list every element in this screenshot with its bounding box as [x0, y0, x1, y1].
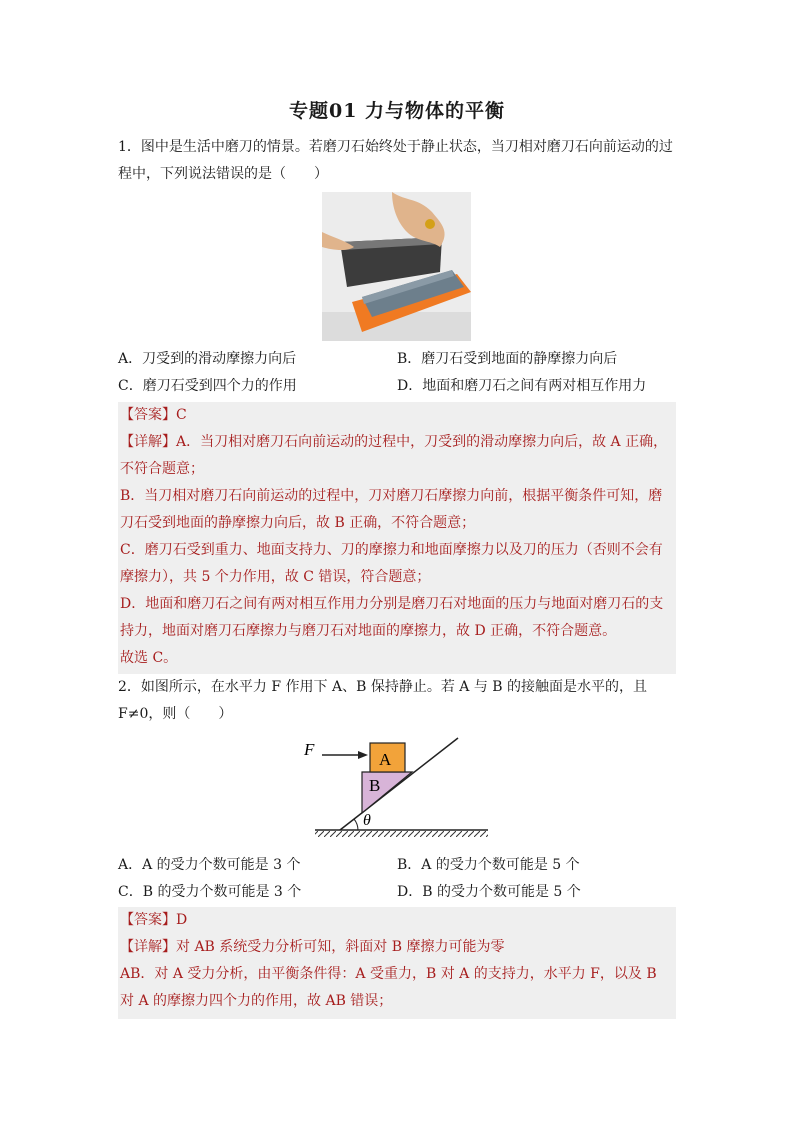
question-2-option-a[interactable]: A．A 的受力个数可能是 3 个 — [118, 857, 301, 873]
block-b-label: B — [369, 776, 381, 795]
question-2-explanation-1: 【详解】对 AB 系统受力分析可知，斜面对 B 摩擦力可能为零 — [120, 939, 505, 955]
question-1-stem: 1．图中是生活中磨刀的情景。若磨刀石始终处于静止状态，当刀相对磨刀石向前运动的过程中，下列说法错误的是（ ） — [118, 139, 673, 182]
page-title: 专题01 力与物体的平衡 — [288, 100, 506, 122]
angle-label: θ — [363, 812, 371, 829]
question-1-option-b[interactable]: B．磨刀石受到地面的静摩擦力向后 — [397, 351, 618, 367]
incline-blocks-diagram — [300, 735, 500, 847]
question-1-option-a[interactable]: A．刀受到的滑动摩擦力向后 — [118, 351, 297, 367]
question-1-explanation-2: B．当刀相对磨刀石向前运动的过程中，刀对磨刀石摩擦力向前，根据平衡条件可知，磨刀石受到地面的静摩擦力向后，故 B 正确，不符合题意； — [120, 488, 663, 531]
question-1-explanation-4: D．地面和磨刀石之间有两对相互作用力分别是磨刀石对地面的压力与地面对磨刀石的支持力，地面对磨刀石摩擦力与磨刀石对地面的摩擦力，故 D 正确，不符合题意。 — [120, 596, 664, 639]
question-2-explanation-2: AB．对 A 受力分析，由平衡条件得：A 受重力，B 对 A 的支持力，水平力 F，以及 B 对 A 的摩擦力四个力的作用，故 AB 错误； — [120, 966, 657, 1009]
question-1-option-d[interactable]: D．地面和磨刀石之间有两对相互作用力 — [397, 378, 647, 394]
force-arrowhead — [358, 751, 368, 759]
question-1-explanation-1: 【详解】A．当刀相对磨刀石向前运动的过程中，刀受到的滑动摩擦力向后，故 A 正确，不符合题意； — [120, 434, 668, 477]
question-2-stem-line-1: 2．如图所示，在水平力 F 作用下 A、B 保持静止。若 A 与 B 的接触面是水平的，且 — [118, 679, 648, 695]
question-2-option-d[interactable]: D．B 的受力个数可能是 5 个 — [397, 884, 581, 900]
angle-arc — [354, 819, 358, 830]
question-2-option-c[interactable]: C．B 的受力个数可能是 3 个 — [118, 884, 302, 900]
question-1-answer-block — [118, 402, 676, 674]
force-label: F — [304, 740, 315, 759]
knife-sharpening-photo — [322, 192, 471, 341]
question-1-option-c[interactable]: C．磨刀石受到四个力的作用 — [118, 378, 297, 394]
question-1-explanation-3: C．磨刀石受到重力、地面支持力、刀的摩擦力和地面摩擦力以及刀的压力（否则不会有摩擦力），共 5 个力作用，故 C 错误，符合题意； — [120, 542, 663, 585]
question-1-explanation-5: 故选 C。 — [120, 650, 178, 666]
knife-sharpening-illustration — [322, 192, 471, 341]
question-2-answer: 【答案】D — [120, 912, 188, 928]
question-2-stem-line-2: F≠0，则（ ） — [118, 706, 233, 722]
ground-hatching — [315, 831, 488, 837]
block-a-label: A — [379, 750, 392, 769]
question-2-option-b[interactable]: B．A 的受力个数可能是 5 个 — [397, 857, 580, 873]
question-1-answer: 【答案】C — [120, 407, 187, 423]
question-2-answer-block — [118, 907, 676, 1019]
incline-blocks-figure — [300, 735, 500, 847]
